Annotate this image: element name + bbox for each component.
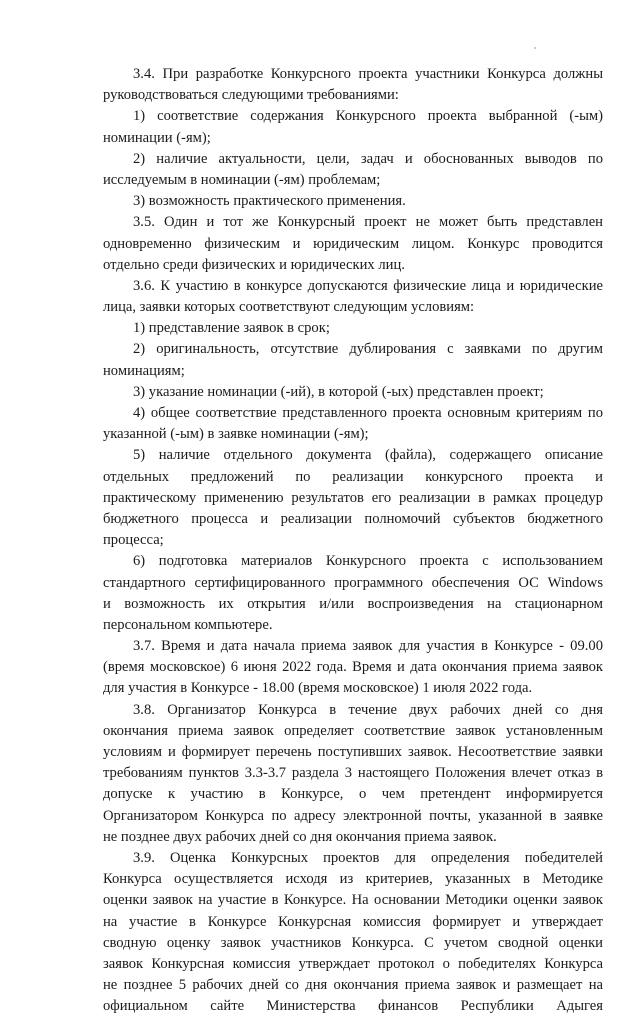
- text-line: 3.5. Один и тот же Конкурсный проект не может быть представлен: [133, 214, 603, 231]
- text-line: одновременно физическим и юридическим лицом. Конкурс проводится: [103, 235, 603, 252]
- text-line: допуске к участию в Конкурсе, о чем претендент информируется: [103, 786, 603, 803]
- text-line: Конкурса осуществляется исходя из критериев, указанных в Методике: [103, 871, 603, 888]
- text-line: 4) общее соответствие представленного проекта основным критериям по: [133, 405, 603, 421]
- text-line: персональном компьютере.: [103, 616, 273, 633]
- text-line: 1) представление заявок в срок;: [133, 320, 330, 337]
- text-line: номинациям;: [103, 362, 185, 379]
- text-line: оценки заявок на участие в Конкурсе. На основании Методики оценки заявок: [103, 892, 603, 909]
- text-line: руководствоваться следующими требованиями:: [103, 87, 399, 104]
- text-line: и возможность их открытия и/или воспроизведения на стационарном: [103, 595, 603, 612]
- text-line: 6) подготовка материалов Конкурсного проекта с использованием: [133, 553, 603, 570]
- text-line: практическому применению результатов его реализации в рамках процедур: [103, 489, 603, 506]
- text-line: 3.8. Организатор Конкурса в течение двух рабочих дней со дня: [133, 701, 603, 718]
- text-line: лица, заявки которых соответствуют следующим условиям:: [103, 299, 475, 316]
- text-line: 3.9. Оценка Конкурсных проектов для определения победителей: [133, 849, 603, 866]
- text-line: на участие в Конкурсе Конкурсная комиссия формирует и утверждает: [103, 913, 603, 930]
- text-line: условиям и формирует перечень поступивших заявок. Несоответствие заявки: [103, 744, 603, 760]
- document-body: [103, 64, 603, 1017]
- text-line: Организатором Конкурса по адресу электронной почты, указанной в заявке: [103, 807, 603, 824]
- text-line: официальном сайте Министерства финансов Республики Адыгея: [103, 998, 603, 1015]
- text-line: 2) наличие актуальности, цели, задач и обоснованных выводов по: [133, 150, 603, 167]
- text-line: отдельно среди физических и юридических лиц.: [103, 256, 405, 273]
- text-line: стандартного сертифицированного программного обеспечения ОС Windows: [103, 574, 603, 591]
- text-line: исследуемым в номинации (-ям) проблемам;: [103, 171, 381, 188]
- text-line: 3.7. Время и дата начала приема заявок для участия в Конкурсе - 09.00: [133, 638, 603, 655]
- text-line: номинации (-ям);: [103, 129, 211, 146]
- text-line: для участия в Конкурсе - 18.00 (время московское) 1 июля 2022 года.: [103, 680, 533, 697]
- text-line: заявок Конкурсная комиссия утверждает протокол о победителях Конкурса: [103, 955, 603, 972]
- text-line: (время московское) 6 июня 2022 года. Время и дата окончания приема заявок: [103, 659, 603, 676]
- text-line: процесса;: [103, 532, 164, 549]
- text-line: бюджетного процесса и реализации полномочий субъектов бюджетного: [103, 510, 603, 527]
- text-line: 3) указание номинации (-ий), в которой (-ых) представлен проект;: [133, 383, 544, 400]
- text-line: не позднее 5 рабочих дней со дня окончания приема заявок и размещает на: [103, 977, 603, 994]
- scan-speck: [534, 47, 536, 49]
- text-line: отдельных предложений по реализации конкурсного проекта и: [103, 468, 603, 485]
- text-line: 5) наличие отдельного документа (файла), содержащего описание: [133, 447, 603, 464]
- text-line: требованиям пунктов 3.3-3.7 раздела 3 настоящего Положения влечет отказ в: [103, 765, 603, 782]
- text-line: 3.6. К участию в конкурсе допускаются физические лица и юридические: [133, 277, 603, 294]
- text-line: окончания приема заявок определяет соответствие заявок установленным: [103, 722, 603, 739]
- text-line: 1) соответствие содержания Конкурсного проекта выбранной (-ым): [133, 108, 603, 125]
- text-line: не позднее двух рабочих дней со дня окончания приема заявок.: [103, 828, 497, 845]
- text-line: сводную оценку заявок участников Конкурса. С учетом сводной оценки: [103, 934, 603, 951]
- text-line: 2) оригинальность, отсутствие дублирования с заявками по другим: [133, 341, 603, 358]
- text-line: указанной (-ым) в заявке номинации (-ям);: [103, 426, 369, 443]
- text-line: 3.4. При разработке Конкурсного проекта участники Конкурса должны: [133, 66, 603, 82]
- text-line: 3) возможность практического применения.: [133, 193, 406, 210]
